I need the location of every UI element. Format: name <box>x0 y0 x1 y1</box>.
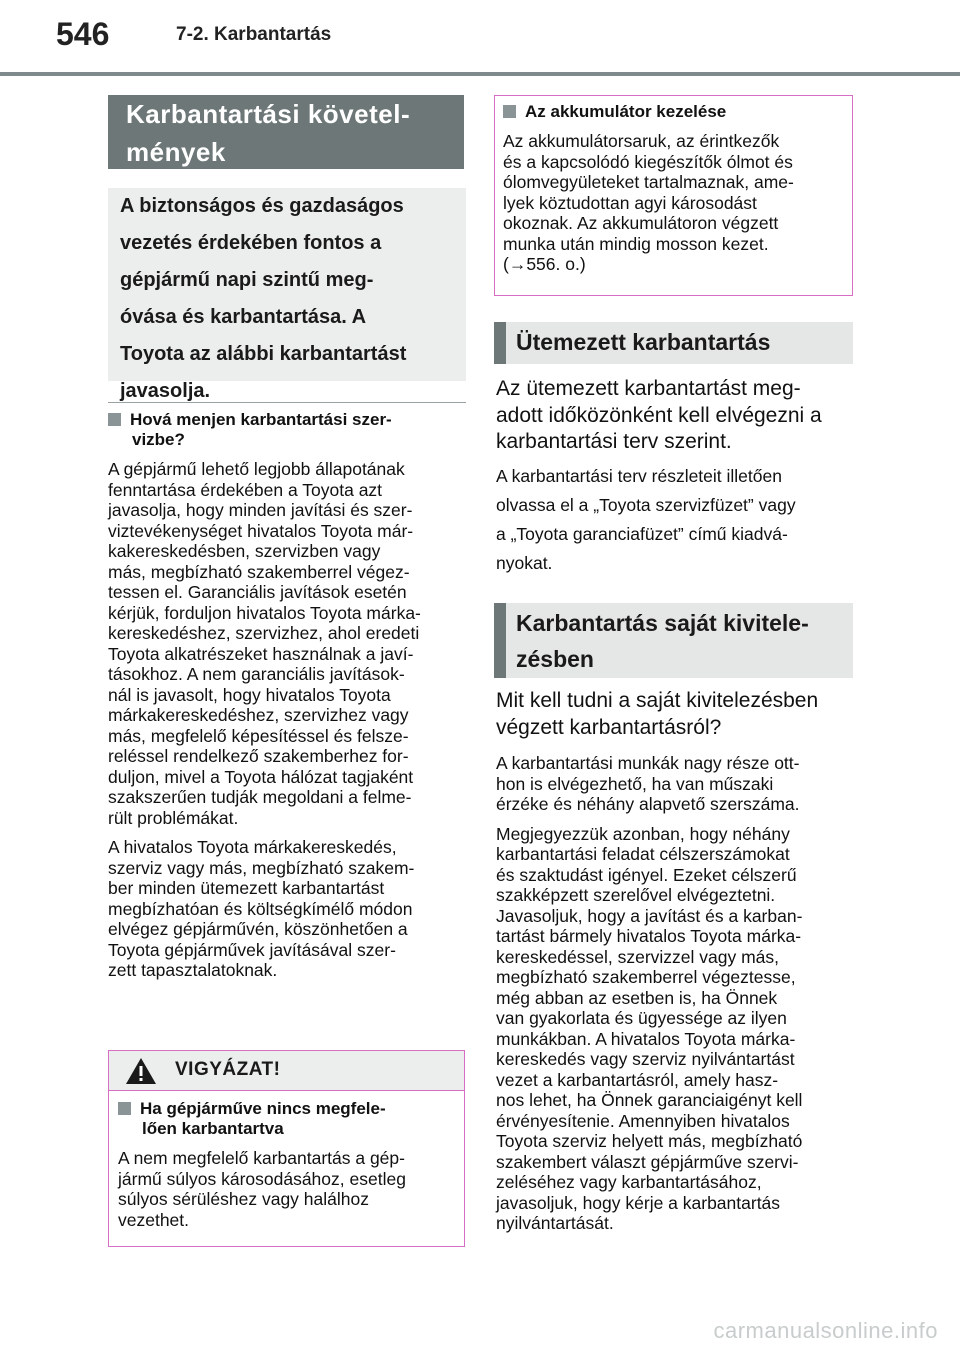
text-line: szerviz vagy más, megbízható szakem- <box>108 857 415 878</box>
text-line: okoznak. Az akkumulátoron végzett <box>503 213 779 233</box>
caution-box <box>108 1050 465 1247</box>
text-line: javasoljuk, hogy kérje a karbantartás <box>496 1192 781 1213</box>
where-section <box>108 410 468 981</box>
intro-line: óvása és karbantartása. A <box>120 306 367 328</box>
intro-line: Toyota az alábbi karbantartást <box>120 343 407 365</box>
diy-section <box>496 688 856 1234</box>
text-line: Mit kell tudni a saját kivitelezésben <box>496 689 819 712</box>
text-line: munkákban. A hivatalos Toyota márka- <box>496 1028 796 1049</box>
text-line: karbantartási feladat célszerszámokat <box>496 844 790 864</box>
text-line: A karbantartási munkák nagy része ott- <box>496 753 800 773</box>
text-line: Toyota gépjárművek javításával szer- <box>108 939 396 960</box>
text-line: kereskedéshez, szervizhez, ahol eredeti <box>108 623 420 643</box>
main-heading <box>108 95 464 169</box>
text-line: Az akkumulátorsaruk, az érintkezők <box>503 131 780 151</box>
text-line: A hivatalos Toyota márkakereskedés, <box>108 837 397 857</box>
text-line: kakereskedésben, szervizben vagy <box>108 541 381 561</box>
text-line: érvényesítenie. Amennyiben hivatalos <box>496 1110 790 1131</box>
text-line: szakembert választ gépjárműve szervi- <box>496 1151 799 1172</box>
intro-line: A biztonságos és gazdaságos <box>120 195 404 217</box>
battery-body <box>503 131 848 275</box>
text-line: szakképzett szerelővel elvégeztetni. <box>496 885 776 905</box>
caution-subheading <box>118 1099 458 1139</box>
text-line: elvégez gépjárművén, köszönhetően a <box>108 919 408 939</box>
text-line: tessen el. Garanciális javítások esetén <box>108 582 407 602</box>
page-header <box>0 0 960 78</box>
diy-paragraph-2 <box>496 824 856 1234</box>
text-line: tartást bármely hivatalos Toyota márka- <box>496 926 802 946</box>
text-line: megbízható szakemberrel végeztesse, <box>496 967 796 987</box>
page-reference-link[interactable]: (→556. o.) <box>503 254 586 274</box>
text-line: olvassa el a „Toyota szervizfüzet” vagy <box>496 494 796 515</box>
text-line: végzett karbantartásról? <box>496 715 722 739</box>
text-line: lyek köztudottan agyi károsodást <box>503 192 757 213</box>
intro-line: gépjármű napi szintű meg- <box>120 269 374 291</box>
text-line: tásokhoz. A nem garanciális javítások- <box>108 664 405 684</box>
diy-heading-line: zésben <box>516 646 594 672</box>
scheduled-heading-text: Ütemezett karbantartás <box>516 329 771 355</box>
where-paragraph-1 <box>108 459 468 828</box>
text-line: karbantartási terv szerint. <box>496 430 732 453</box>
where-paragraph-2 <box>108 837 468 981</box>
text-line: érzéke és néhány alapvető szerszáma. <box>496 794 800 814</box>
text-line: munka után mindig mosson kezet. <box>503 233 769 254</box>
text-line: A nem megfelelő karbantartás a gép- <box>118 1148 405 1168</box>
text-line: vezethet. <box>118 1209 190 1230</box>
header-divider <box>0 72 960 76</box>
scheduled-body <box>496 462 856 578</box>
text-line: még abban az esetben is, ha Önnek <box>496 987 778 1008</box>
text-line: Javasoljuk, hogy a javítást és a karban- <box>496 905 803 926</box>
text-line: ber minden ütemezett karbantartást <box>108 878 385 898</box>
scheduled-heading <box>494 322 853 364</box>
caution-title: VIGYÁZAT! <box>175 1059 281 1080</box>
intro-line: javasolja. <box>120 380 211 402</box>
battery-note-box <box>494 95 853 296</box>
scheduled-section <box>496 376 856 578</box>
diy-paragraph-1 <box>496 753 856 815</box>
text-line: viztevékenységet hivatalos Toyota már- <box>108 520 414 541</box>
text-line: megbízhatóan és költségkímélő módon <box>108 898 413 919</box>
text-line: súlyos sérüléshez vagy halálhoz <box>118 1189 369 1209</box>
text-line: és szaktudást igényel. Ezeket célszerű <box>496 864 797 885</box>
diy-heading <box>494 603 853 678</box>
text-line: a „Toyota garanciafüzet” című kiadvá- <box>496 523 788 544</box>
text-line: nyokat. <box>496 552 553 573</box>
text-line: és a kapcsolódó kiegészítők ólmot és <box>503 151 793 172</box>
caution-subheading-line: lően karbantartva <box>142 1119 284 1138</box>
text-line: szakszerűen tudják megoldani a felme- <box>108 787 412 807</box>
text-line: zeléséhez vagy karbantartásához, <box>496 1172 762 1192</box>
text-line: duljon, mivel a Toyota hálózat tagjaként <box>108 766 414 787</box>
text-line: más, megbízható szakemberrel végez- <box>108 561 410 582</box>
bullet-square-icon <box>108 413 121 426</box>
text-line: más, megfelelő képesítéssel és felsze- <box>108 725 409 746</box>
main-heading-line: mények <box>126 137 226 167</box>
text-line: nos lehet, ha Önnek garanciaigényt kell <box>496 1090 803 1110</box>
where-heading-line: vizbe? <box>132 430 185 449</box>
text-line: nál is javasolt, hogy hivatalos Toyota <box>108 684 391 705</box>
text-line: rült problémákat. <box>108 807 239 828</box>
section-title: 7-2. Karbantartás <box>176 24 332 45</box>
text-line: hon is elvégezhető, ha van műszaki <box>496 773 774 794</box>
text-line: javasolja, hogy minden javítási és szer- <box>108 500 413 520</box>
main-heading-line: Karbantartási követel- <box>126 99 411 129</box>
battery-heading-text: Az akkumulátor kezelése <box>525 102 727 121</box>
text-line: márkakereskedéshez, szervizhez vagy <box>108 705 409 725</box>
scheduled-lead <box>496 376 856 456</box>
text-line: Toyota szerviz helyett más, megbízható <box>496 1131 803 1151</box>
warning-triangle-icon <box>125 1057 157 1085</box>
text-line: Megjegyezzük azonban, hogy néhány <box>496 823 790 844</box>
caution-header <box>109 1051 464 1091</box>
battery-note-content <box>503 102 848 275</box>
bullet-square-icon <box>503 105 516 118</box>
where-heading <box>108 410 468 450</box>
text-line: kérjük, forduljon hivatalos Toyota márka- <box>108 602 421 623</box>
text-line: kereskedéssel, szervizzel vagy más, <box>496 946 780 967</box>
caution-body <box>118 1148 458 1230</box>
diy-lead <box>496 688 856 741</box>
text-line: jármű súlyos károsodásához, esetleg <box>118 1168 406 1189</box>
text-line: fenntartása érdekében a Toyota azt <box>108 479 383 500</box>
intro-panel <box>108 188 466 402</box>
text-line: A gépjármű lehető legjobb állapotának <box>108 459 405 479</box>
text-line: reléssel rendelkező szakemberhez for- <box>108 746 409 766</box>
text-line: adott időközönként kell elvégezni a <box>496 403 822 427</box>
text-line: A karbantartási terv részleteit illetően <box>496 465 782 486</box>
text-line: zett tapasztalatoknak. <box>108 960 278 980</box>
caution-content <box>118 1099 458 1230</box>
text-line: kereskedés vagy szerviz nyilvántartást <box>496 1049 795 1069</box>
page-number: 546 <box>56 16 110 52</box>
watermark: carmanualsonline.info <box>713 1318 938 1343</box>
text-line: vezet a karbantartásról, amely hasz- <box>496 1069 779 1090</box>
text-line: van gyakorlata és ügyessége az ilyen <box>496 1008 787 1028</box>
intro-line: vezetés érdekében fontos a <box>120 232 382 254</box>
text-line: Toyota alkatrészeket használnak a javí- <box>108 643 414 664</box>
where-heading-line: Hová menjen karbantartási szer- <box>130 410 392 429</box>
text-line: Az ütemezett karbantartást meg- <box>496 377 801 400</box>
caution-subheading-line: Ha gépjárműve nincs megfele- <box>140 1099 386 1118</box>
section-divider <box>108 402 466 403</box>
diy-heading-line: Karbantartás saját kivitele- <box>516 610 809 636</box>
battery-heading <box>503 102 848 122</box>
bullet-square-icon <box>118 1102 131 1115</box>
text-line: ólomvegyületeket tartalmaznak, ame- <box>503 172 794 192</box>
text-line: nyilvántartását. <box>496 1213 614 1233</box>
